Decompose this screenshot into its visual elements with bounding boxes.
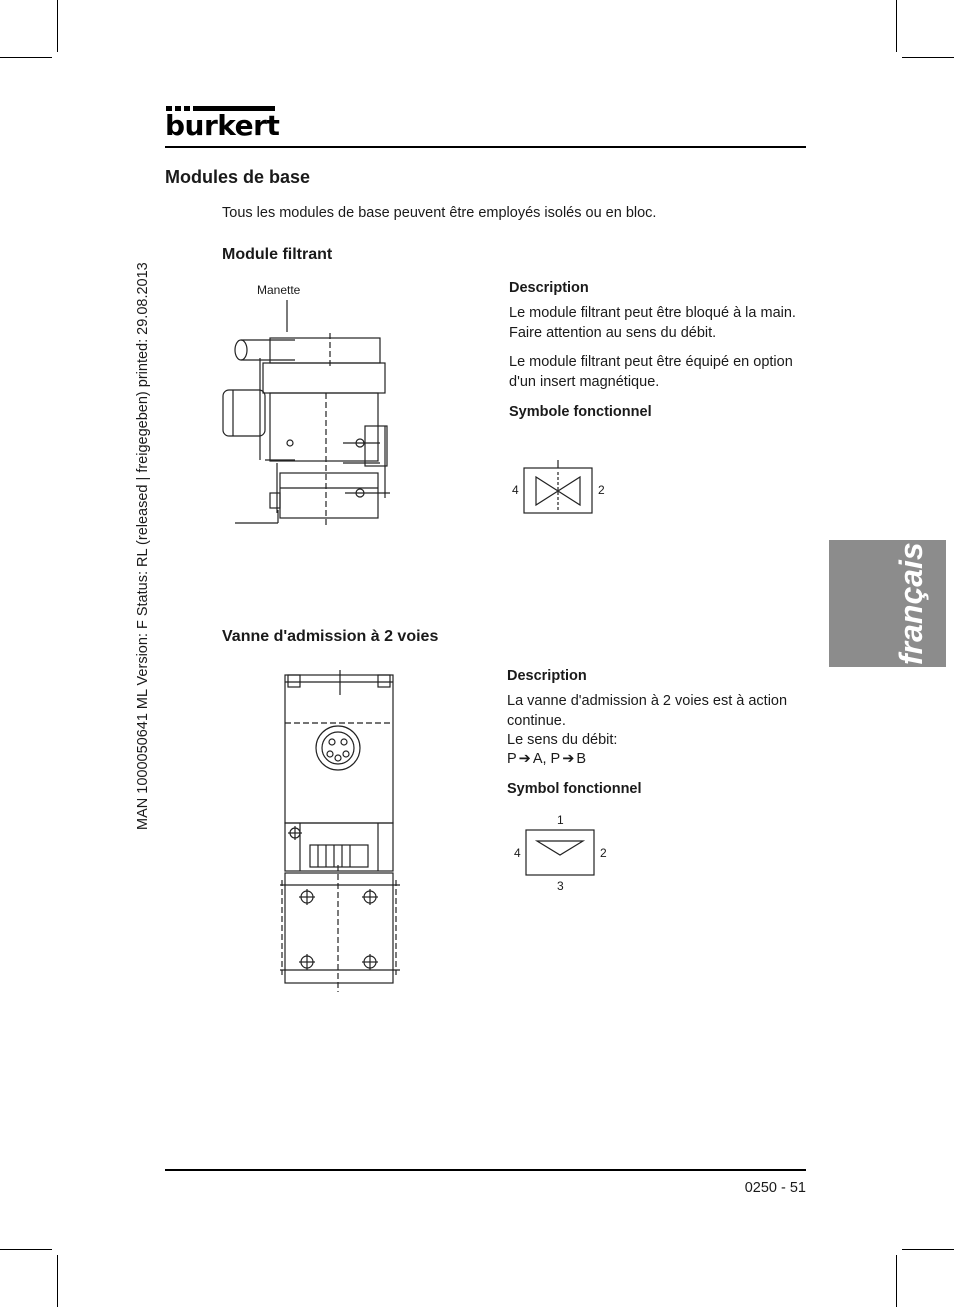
crop-mark bbox=[896, 1255, 897, 1307]
crop-mark bbox=[902, 1249, 954, 1250]
flow-port-p: P bbox=[507, 751, 517, 767]
header-rule bbox=[165, 146, 806, 148]
filter-module-drawing bbox=[215, 298, 395, 530]
arrow-right-icon: ➔ bbox=[518, 751, 531, 767]
filter-description-p2: Le module filtrant peut être équipé en option d'un insert magnétique. bbox=[509, 354, 793, 390]
language-tab bbox=[829, 540, 946, 667]
logo-text: burkert bbox=[165, 109, 280, 142]
section-intro: Tous les modules de base peuvent être employés isolés ou en bloc. bbox=[222, 205, 657, 221]
section-title: Modules de base bbox=[165, 167, 311, 187]
valve-symbol-port-left: 4 bbox=[514, 846, 521, 860]
filter-functional-symbol bbox=[522, 460, 602, 520]
document-status-sidebar: MAN 1000050641 ML Version: F Status: RL (released | freigegeben) printed: 29.08.2013 bbox=[135, 262, 151, 830]
arrow-right-icon: ➔ bbox=[562, 751, 575, 767]
valve-description-line2: Le sens du débit: bbox=[507, 732, 618, 748]
valve-description-line1: La vanne d'admission à 2 voies est à action continue. bbox=[507, 693, 788, 729]
valve-symbol-port-right: 2 bbox=[600, 846, 607, 860]
valve-symbol-port-bottom: 3 bbox=[557, 879, 564, 893]
inlet-valve-drawing bbox=[270, 670, 410, 1000]
drawing-label-handle: Manette bbox=[257, 283, 301, 297]
footer-rule bbox=[165, 1169, 806, 1171]
filter-symbol-heading: Symbole fonctionnel bbox=[509, 404, 652, 420]
burkert-logo bbox=[165, 104, 280, 144]
filter-module-title: Module filtrant bbox=[222, 246, 333, 263]
page-number: 0250 - 51 bbox=[744, 1180, 806, 1196]
language-tab-label: français bbox=[893, 542, 929, 665]
filter-symbol-port-left: 4 bbox=[512, 483, 519, 497]
crop-mark bbox=[57, 1255, 58, 1307]
filter-symbol-port-right: 2 bbox=[598, 483, 605, 497]
filter-description-heading: Description bbox=[509, 280, 589, 296]
valve-description-heading: Description bbox=[507, 668, 587, 684]
valve-flow-direction bbox=[507, 750, 586, 770]
flow-ports-a-p: A, P bbox=[532, 751, 561, 767]
crop-mark bbox=[0, 57, 52, 58]
flow-port-b: B bbox=[576, 751, 587, 767]
crop-mark bbox=[896, 0, 897, 52]
crop-mark bbox=[902, 57, 954, 58]
crop-mark bbox=[57, 0, 58, 52]
inlet-valve-title: Vanne d'admission à 2 voies bbox=[222, 628, 439, 645]
valve-functional-symbol bbox=[525, 829, 597, 879]
valve-symbol-port-top: 1 bbox=[557, 813, 564, 827]
crop-mark bbox=[0, 1249, 52, 1250]
valve-symbol-heading: Symbol fonctionnel bbox=[507, 781, 642, 797]
filter-description-p1: Le module filtrant peut être bloqué à la main. Faire attention au sens du débit. bbox=[509, 305, 796, 341]
